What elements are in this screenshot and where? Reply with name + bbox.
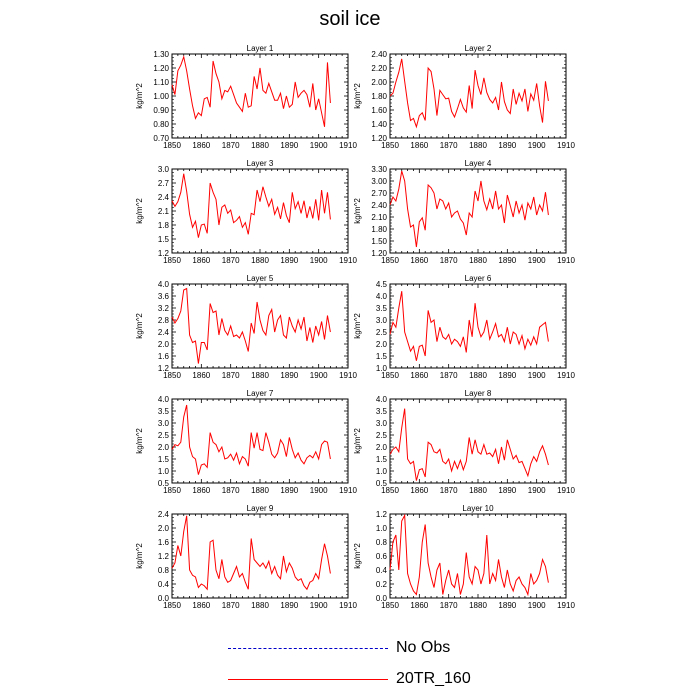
panel-title: Layer 5 [246,274,274,283]
panel-title: Layer 4 [464,159,492,168]
plot-frame [390,169,566,253]
y-axis-label: kg/m^2 [135,313,144,339]
x-tick-label: 1880 [251,486,269,495]
x-tick-label: 1880 [469,256,487,265]
y-tick-label: 1.0 [157,467,169,476]
y-tick-label: 1.30 [153,50,169,59]
y-tick-label: 3.30 [371,165,387,174]
y-tick-label: 2.5 [375,431,387,440]
y-tick-label: 2.5 [157,431,169,440]
x-tick-label: 1900 [527,141,546,150]
y-tick-label: 4.0 [375,395,387,404]
x-tick-label: 1900 [309,256,328,265]
x-tick-label: 1910 [557,371,575,380]
x-tick-label: 1890 [498,601,517,610]
y-tick-label: 1.00 [153,92,169,101]
panel-title: Layer 8 [464,389,492,398]
x-tick-label: 1900 [309,371,328,380]
legend-item-20tr-160 [228,670,528,690]
x-tick-label: 1900 [527,256,546,265]
x-tick-label: 1860 [192,486,211,495]
y-tick-label: 2.0 [157,340,169,349]
y-tick-label: 1.2 [157,249,169,258]
y-tick-label: 1.0 [375,467,387,476]
y-axis-label: kg/m^2 [353,313,362,339]
y-tick-label: 1.20 [371,134,387,143]
y-tick-label: 1.50 [371,237,387,246]
y-tick-label: 0.0 [157,594,169,603]
plot-frame [172,169,348,253]
panel-layer-10 [353,504,575,610]
x-tick-label: 1880 [469,486,487,495]
x-tick-label: 1890 [498,141,517,150]
x-tick-label: 1870 [439,601,458,610]
y-tick-label: 1.60 [371,106,387,115]
x-tick-label: 1860 [192,601,211,610]
x-tick-label: 1880 [251,141,269,150]
y-tick-label: 1.2 [375,510,387,519]
panel-layer-7 [135,389,357,495]
x-tick-label: 1860 [410,371,429,380]
x-tick-label: 1890 [280,256,299,265]
x-tick-label: 1910 [339,141,357,150]
x-tick-label: 1880 [251,601,269,610]
y-tick-label: 1.5 [157,235,169,244]
x-tick-label: 1870 [221,486,240,495]
panel-title: Layer 7 [246,389,274,398]
series-line-20tr-160 [172,57,330,127]
x-tick-label: 1870 [221,371,240,380]
series-line-20tr-160 [172,289,330,364]
x-tick-label: 1850 [163,486,181,495]
panel-title: Layer 6 [464,274,492,283]
x-tick-label: 1880 [469,141,487,150]
y-tick-label: 1.0 [375,524,387,533]
y-tick-label: 1.2 [157,364,169,373]
y-tick-label: 2.4 [157,328,169,337]
y-tick-label: 1.80 [371,225,387,234]
series-line-20tr-160 [390,515,548,594]
y-tick-label: 1.20 [153,64,169,73]
x-tick-label: 1890 [280,141,299,150]
y-tick-label: 3.5 [375,304,387,313]
x-tick-label: 1860 [410,486,429,495]
y-tick-label: 0.8 [157,566,169,575]
y-axis-label: kg/m^2 [135,543,144,569]
y-tick-label: 2.1 [157,207,169,216]
plot-frame [172,514,348,598]
y-tick-label: 0.4 [157,580,169,589]
x-tick-label: 1900 [527,371,546,380]
series-line-20tr-160 [390,291,548,361]
y-tick-label: 1.40 [371,120,387,129]
y-axis-label: kg/m^2 [135,198,144,224]
y-tick-label: 3.0 [157,419,169,428]
x-tick-label: 1880 [251,371,269,380]
y-tick-label: 3.0 [375,316,387,325]
y-tick-label: 0.2 [375,580,387,589]
panel-title: Layer 10 [462,504,494,513]
panel-layer-8 [353,389,575,495]
y-tick-label: 2.40 [371,50,387,59]
y-axis-label: kg/m^2 [135,83,144,109]
x-tick-label: 1850 [381,486,399,495]
y-tick-label: 1.6 [157,538,169,547]
panel-title: Layer 9 [246,504,274,513]
y-tick-label: 2.20 [371,64,387,73]
figure-title: soil ice [319,8,381,30]
y-tick-label: 1.5 [375,455,387,464]
x-tick-label: 1870 [439,371,458,380]
y-tick-label: 0.8 [375,538,387,547]
y-tick-label: 0.70 [153,134,169,143]
x-tick-label: 1890 [280,601,299,610]
plot-frame [390,514,566,598]
x-tick-label: 1850 [381,141,399,150]
x-tick-label: 1900 [309,486,328,495]
plot-frame [172,399,348,483]
legend-label-20tr-160: 20TR_160 [396,670,471,687]
y-tick-label: 2.4 [157,510,169,519]
x-tick-label: 1860 [192,141,211,150]
y-axis-label: kg/m^2 [135,428,144,454]
x-tick-label: 1850 [163,601,181,610]
x-tick-label: 1890 [498,256,517,265]
legend-item-no-obs [228,639,528,659]
x-tick-label: 1850 [163,256,181,265]
y-tick-label: 2.0 [375,340,387,349]
x-tick-label: 1860 [192,371,211,380]
y-tick-label: 2.0 [375,443,387,452]
x-tick-label: 1850 [381,371,399,380]
series-line-20tr-160 [390,409,548,481]
panel-layer-9 [135,504,357,610]
y-tick-label: 1.0 [375,364,387,373]
x-tick-label: 1890 [280,371,299,380]
y-tick-label: 3.0 [157,165,169,174]
y-tick-label: 2.70 [371,189,387,198]
panel-layer-3 [135,159,357,265]
series-line-20tr-160 [172,174,330,238]
series-line-20tr-160 [172,405,330,475]
x-tick-label: 1870 [221,256,240,265]
y-tick-label: 1.6 [157,352,169,361]
x-tick-label: 1890 [280,486,299,495]
y-tick-label: 3.00 [371,177,387,186]
x-tick-label: 1850 [381,256,399,265]
x-tick-label: 1860 [410,141,429,150]
x-tick-label: 1910 [557,601,575,610]
panel-layer-6 [353,274,575,380]
x-tick-label: 1880 [469,371,487,380]
y-tick-label: 0.4 [375,566,387,575]
plot-frame [172,284,348,368]
y-tick-label: 3.2 [157,304,169,313]
x-tick-label: 1850 [381,601,399,610]
x-tick-label: 1870 [439,486,458,495]
y-tick-label: 0.0 [375,594,387,603]
y-tick-label: 1.5 [157,455,169,464]
x-tick-label: 1910 [339,256,357,265]
x-tick-label: 1910 [557,141,575,150]
y-tick-label: 4.0 [157,395,169,404]
x-tick-label: 1910 [339,371,357,380]
series-line-20tr-160 [390,59,548,127]
y-tick-label: 3.6 [157,292,169,301]
x-tick-label: 1870 [221,141,240,150]
y-tick-label: 4.0 [157,280,169,289]
y-tick-label: 2.0 [157,443,169,452]
series-line-20tr-160 [390,171,548,247]
y-tick-label: 0.90 [153,106,169,115]
y-tick-label: 4.5 [375,280,387,289]
y-tick-label: 0.5 [375,479,387,488]
y-tick-label: 1.20 [371,249,387,258]
x-tick-label: 1900 [527,486,546,495]
y-tick-label: 4.0 [375,292,387,301]
panel-layer-4 [353,159,575,265]
y-tick-label: 1.2 [157,552,169,561]
y-tick-label: 0.80 [153,120,169,129]
x-tick-label: 1910 [557,256,575,265]
x-tick-label: 1900 [309,141,328,150]
y-tick-label: 2.4 [157,193,169,202]
plot-frame [172,54,348,138]
y-tick-label: 0.6 [375,552,387,561]
x-tick-label: 1900 [309,601,328,610]
y-tick-label: 2.5 [375,328,387,337]
y-tick-label: 0.5 [157,479,169,488]
x-tick-label: 1870 [439,256,458,265]
x-tick-label: 1870 [439,141,458,150]
panel-layer-1 [135,44,357,150]
y-tick-label: 1.80 [371,92,387,101]
panel-title: Layer 3 [246,159,274,168]
y-tick-label: 1.5 [375,352,387,361]
x-tick-label: 1880 [251,256,269,265]
y-tick-label: 2.0 [157,524,169,533]
x-tick-label: 1850 [163,141,181,150]
y-tick-label: 2.40 [371,201,387,210]
y-tick-label: 2.10 [371,213,387,222]
y-tick-label: 1.10 [153,78,169,87]
y-tick-label: 3.0 [375,419,387,428]
x-tick-label: 1890 [498,371,517,380]
y-axis-label: kg/m^2 [353,198,362,224]
panel-title: Layer 1 [246,44,274,53]
legend-swatch-20tr-160 [228,679,388,680]
panel-layer-2 [353,44,575,150]
x-tick-label: 1850 [163,371,181,380]
x-tick-label: 1890 [498,486,517,495]
x-tick-label: 1910 [339,601,357,610]
plot-frame [390,399,566,483]
y-axis-label: kg/m^2 [353,543,362,569]
x-tick-label: 1910 [339,486,357,495]
x-tick-label: 1880 [469,601,487,610]
x-tick-label: 1860 [410,601,429,610]
x-tick-label: 1870 [221,601,240,610]
series-line-20tr-160 [172,516,330,590]
y-tick-label: 2.8 [157,316,169,325]
y-axis-label: kg/m^2 [353,83,362,109]
y-axis-label: kg/m^2 [353,428,362,454]
panel-title: Layer 2 [464,44,492,53]
x-tick-label: 1910 [557,486,575,495]
legend-swatch-no-obs [228,648,388,649]
y-tick-label: 3.5 [157,407,169,416]
x-tick-label: 1860 [192,256,211,265]
y-tick-label: 2.7 [157,179,169,188]
y-tick-label: 1.8 [157,221,169,230]
x-tick-label: 1900 [527,601,546,610]
legend-label-no-obs: No Obs [396,639,451,656]
panel-layer-5 [135,274,357,380]
x-tick-label: 1860 [410,256,429,265]
y-tick-label: 2.00 [371,78,387,87]
y-tick-label: 3.5 [375,407,387,416]
